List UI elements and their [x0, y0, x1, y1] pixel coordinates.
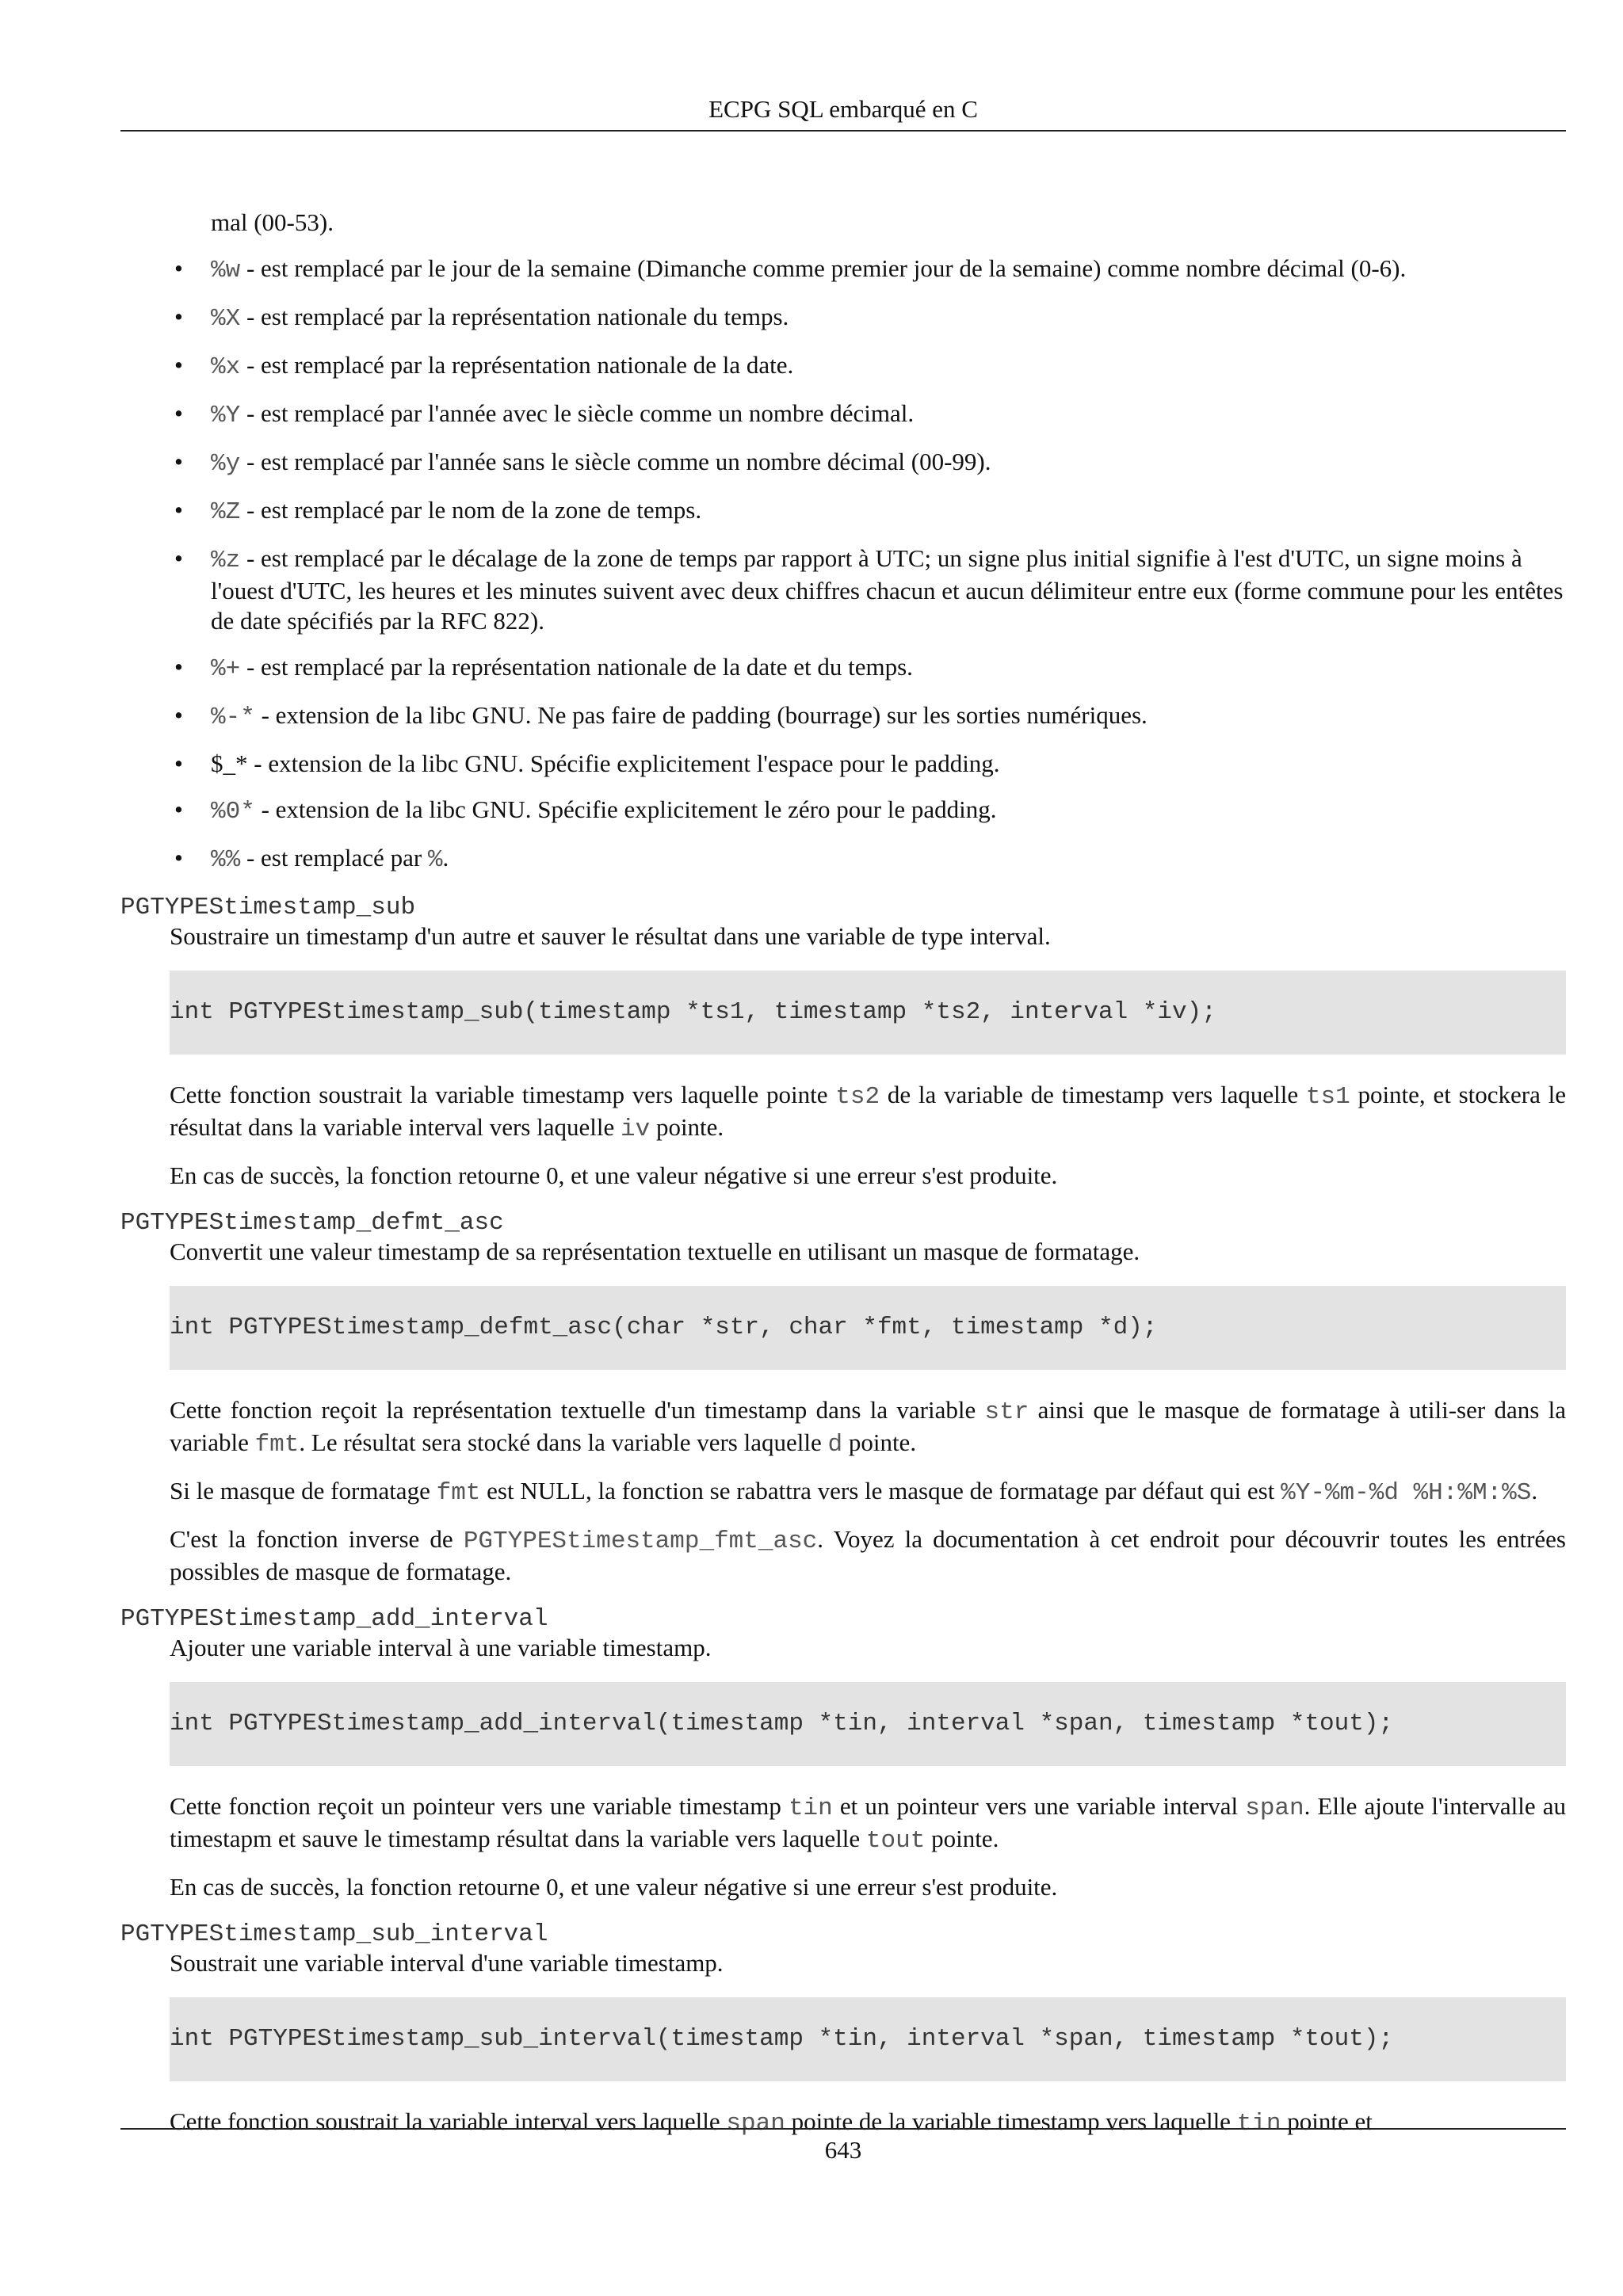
text-run: . Elle ajoute l'intervalle au timestapm et sauve le timestamp résultat dans la variable vers laquelle: [170, 1792, 1566, 1852]
format-code: %z: [211, 547, 241, 574]
text-run: C'est la fonction inverse de: [170, 1525, 464, 1553]
bullet-icon: •: [174, 303, 183, 330]
inline-code: span: [726, 2110, 785, 2138]
function-body: [170, 1237, 1566, 1587]
list-item: [174, 447, 1566, 479]
inline-code: ts2: [835, 1083, 880, 1111]
list-item: [174, 302, 1566, 334]
function-name: PGTYPEStimestamp_sub_interval: [120, 1920, 548, 1948]
list-item: [174, 399, 1566, 431]
inline-code: tout: [865, 1827, 926, 1855]
function-description: Soustraire un timestamp d'un autre et sauver le résultat dans une variable de type interval.: [170, 922, 1051, 950]
paragraph: [170, 1524, 1566, 1587]
paragraph: En cas de succès, la fonction retourne 0, et une valeur négative si une erreur s'est produite.: [170, 1161, 1058, 1189]
bullet-icon: •: [174, 844, 183, 871]
text-run: Cette fonction reçoit un pointeur vers une variable timestamp: [170, 1792, 789, 1820]
text-run: . Le résultat sera stocké dans la variable vers laquelle: [299, 1428, 828, 1456]
format-code: %x: [211, 353, 241, 381]
inline-code: span: [1245, 1794, 1304, 1822]
format-code: %X: [211, 305, 241, 333]
bullet-icon: •: [174, 496, 183, 524]
inline-code: iv: [620, 1116, 651, 1143]
text-run: Cette fonction soustrait la variable interval vers laquelle: [170, 2107, 727, 2135]
function-entry-sub: [120, 894, 1566, 1191]
list-item: [174, 495, 1566, 528]
running-header: ECPG SQL embarqué en C: [120, 89, 1566, 132]
item-text: .: [442, 844, 449, 871]
bullet-icon: •: [174, 795, 183, 823]
inline-code: tin: [788, 1794, 833, 1822]
page-content: [120, 208, 1566, 2155]
item-text: - est remplacé par la représentation nationale de la date.: [240, 351, 794, 379]
format-code: %Z: [211, 498, 241, 526]
function-name: PGTYPEStimestamp_add_interval: [120, 1605, 548, 1633]
list-item: [174, 350, 1566, 383]
inline-code: fmt: [254, 1431, 300, 1459]
bullet-icon: •: [174, 701, 183, 729]
format-code: %-*: [211, 704, 255, 731]
item-text: - est remplacé par: [240, 844, 428, 871]
item-text: - est remplacé par le nom de la zone de temps.: [240, 496, 702, 524]
item-text: - extension de la libc GNU. Ne pas faire de padding (bourrage) sur les sorties numériques.: [254, 701, 1148, 729]
bullet-icon: •: [174, 399, 183, 427]
text-run: . Voyez la documentation à cet endroit pour découvrir toutes les entrées possibles de masque de formatage.: [170, 1525, 1566, 1585]
bullet-icon: •: [174, 254, 183, 282]
bullet-icon: •: [174, 653, 183, 681]
list-continuation: mal (00-53).: [211, 208, 334, 236]
text-run: pointe.: [650, 1113, 724, 1141]
inline-code: tin: [1236, 2110, 1281, 2138]
inline-code: PGTYPEStimestamp_fmt_asc: [463, 1527, 818, 1555]
inline-code: d: [827, 1431, 843, 1459]
bullet-icon: •: [174, 351, 183, 379]
text-run: pointe, et stockera le résultat dans la variable interval vers laquelle: [170, 1081, 1566, 1141]
item-text: - extension de la libc GNU. Spécifie explicitement le zéro pour le padding.: [254, 795, 997, 823]
text-run: .: [1531, 1477, 1538, 1505]
function-synopsis: int PGTYPEStimestamp_sub(timestamp *ts1, timestamp *ts2, interval *iv);: [170, 971, 1566, 1055]
inline-code: ts1: [1305, 1083, 1350, 1111]
format-specifier-list: [120, 254, 1566, 875]
item-text: - est remplacé par la représentation nationale de la date et du temps.: [240, 653, 913, 681]
paragraph: [170, 1080, 1566, 1145]
item-text: $_* - extension de la libc GNU. Spécifie explicitement l'espace pour le padding.: [211, 749, 1000, 777]
list-item: [174, 843, 1566, 875]
inline-code: str: [984, 1398, 1029, 1426]
item-text: - est remplacé par le jour de la semaine (Dimanche comme premier jour de la semaine) comme nombre décimal (0-6).: [240, 254, 1407, 282]
function-entry-sub-interval: [120, 1921, 1566, 2139]
text-run: pointe.: [842, 1428, 917, 1456]
list-item: [174, 749, 1566, 779]
function-entry-defmt-asc: [120, 1210, 1566, 1587]
function-synopsis: int PGTYPEStimestamp_defmt_asc(char *str, char *fmt, timestamp *d);: [170, 1286, 1566, 1370]
list-item: [174, 254, 1566, 286]
function-description: Ajouter une variable interval à une variable timestamp.: [170, 1634, 712, 1661]
inline-code: %Y-%m-%d %H:%M:%S: [1281, 1479, 1532, 1507]
text-run: Cette fonction reçoit la représentation textuelle d'un timestamp dans la variable: [170, 1396, 985, 1424]
text-run: et un pointeur vers une variable interval: [832, 1792, 1246, 1820]
function-description: Convertit une valeur timestamp de sa représentation textuelle en utilisant un masque de formatage.: [170, 1238, 1140, 1265]
function-synopsis: int PGTYPEStimestamp_sub_interval(timestamp *tin, interval *span, timestamp *tout);: [170, 1997, 1566, 2081]
document-page: [120, 89, 1566, 2164]
function-body: [170, 921, 1566, 1191]
text-run: pointe de la variable timestamp vers laquelle: [785, 2107, 1237, 2135]
function-synopsis: int PGTYPEStimestamp_add_interval(timestamp *tin, interval *span, timestamp *tout);: [170, 1682, 1566, 1766]
bullet-icon: •: [174, 749, 183, 777]
text-run: pointe.: [925, 1825, 999, 1852]
item-text: - est remplacé par l'année sans le siècle comme un nombre décimal (00-99).: [240, 448, 991, 475]
paragraph: [170, 1791, 1566, 1856]
list-item: [174, 652, 1566, 685]
bullet-icon: •: [174, 544, 183, 572]
function-name: PGTYPEStimestamp_defmt_asc: [120, 1209, 504, 1237]
list-item: [174, 700, 1566, 733]
item-text: - est remplacé par le décalage de la zone de temps par rapport à UTC; un signe plus initial signifie à l'est d'UTC, un signe moins à l'ouest d'UTC, les heures et les minutes suivent avec deux chiffres chacun et aucun délimiteur entre eux (forme commune pour les entêtes de date spécifiés par la RFC 822).: [211, 544, 1564, 635]
inline-code: fmt: [436, 1479, 481, 1507]
function-entry-add-interval: [120, 1606, 1566, 1902]
paragraph: [170, 1395, 1566, 1460]
format-code: %+: [211, 655, 241, 683]
list-item: [174, 543, 1566, 636]
item-text: - est remplacé par l'année avec le siècle comme un nombre décimal.: [240, 399, 915, 427]
text-run: est NULL, la fonction se rabattra vers le masque de formatage par défaut qui est: [480, 1477, 1281, 1505]
list-item: [174, 795, 1566, 827]
bullet-icon: •: [174, 448, 183, 475]
item-text: - est remplacé par la représentation nationale du temps.: [240, 303, 789, 330]
text-run: ainsi que le masque de formatage à utili-ser dans la variable: [170, 1396, 1566, 1456]
page-number: 643: [120, 2128, 1566, 2168]
paragraph: [170, 1476, 1566, 1508]
function-description: Soustrait une variable interval d'une variable timestamp.: [170, 1949, 724, 1977]
function-body: [170, 1948, 1566, 2139]
text-run: Si le masque de formatage: [170, 1477, 437, 1505]
format-code: %0*: [211, 798, 255, 826]
function-body: [170, 1633, 1566, 1902]
text-run: de la variable de timestamp vers laquelle: [880, 1081, 1306, 1108]
format-code: %y: [211, 450, 241, 478]
paragraph: En cas de succès, la fonction retourne 0, et une valeur négative si une erreur s'est produite.: [170, 1873, 1058, 1901]
function-name: PGTYPEStimestamp_sub: [120, 894, 416, 921]
format-code: %w: [211, 257, 241, 284]
format-code: %%: [211, 846, 241, 874]
text-run: Cette fonction soustrait la variable timestamp vers laquelle pointe: [170, 1081, 836, 1108]
format-code: %: [427, 846, 443, 874]
format-code: %Y: [211, 402, 241, 429]
text-run: pointe et: [1281, 2107, 1373, 2135]
